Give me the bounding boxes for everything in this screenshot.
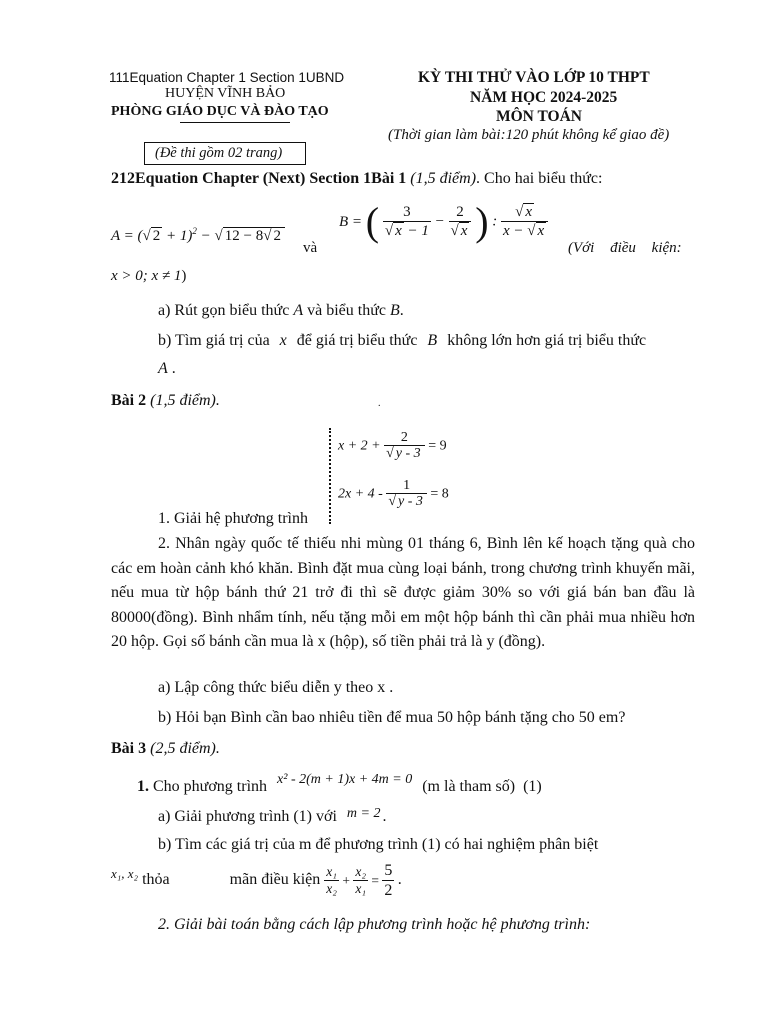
bai2-p2: 2. Nhân ngày quốc tế thiếu nhi mùng 01 tháng 6, Bình lên kế hoạch tặng quà cho các em hoàn cảnh khó khăn. Bình đặt mua cùng loại bánh, trong chương trình khuyến mãi, nếu mua từ hộp bánh thứ 21 trở đi thì sẽ được giảm 30% so với giá bán ban đầu là 80000(đồng). Bình nhẩm tính, nếu tặng mỗi em một hộp bánh thì cần phải mua nhiều hơn 20 hộp. Gọi số bánh cần mua là x (hộp), số tiền phải trả là y (đồng). <box>111 535 695 650</box>
condition-close: ) <box>181 268 187 284</box>
bai1-a <box>158 302 404 320</box>
cond-frac2-num: x₂ <box>355 863 367 879</box>
condition-value: x > 0; x ≠ 1 <box>111 268 182 284</box>
bai3-b: b) Tìm các giá trị của m để phương trình (1) có hai nghiệm phân biệt <box>158 836 599 853</box>
bai1-a-end: . <box>399 302 404 319</box>
header-underline <box>180 122 290 123</box>
eq1-right: = 9 <box>428 438 447 454</box>
system-brace <box>329 428 331 524</box>
bai2-heading <box>111 392 220 410</box>
bai1-a-var-B: B <box>389 302 400 319</box>
eq2-den: y - 3 <box>398 494 423 510</box>
header-right-line3: MÔN TOÁN <box>496 108 582 125</box>
system-eq2: 2x + 4 - $\frac{1}{√ y - 3}$ = 8 <box>338 478 449 510</box>
bai3-b-cond-label: mãn điều kiện <box>229 870 321 888</box>
bai1-a-text: a) Rút gọn biểu thức <box>158 302 290 319</box>
bai2-points: (1,5 điểm). <box>150 392 220 409</box>
bai1-b-text3: không lớn hơn giá trị biểu thức <box>447 332 647 349</box>
eq1-den: y - 3 <box>395 446 421 462</box>
bai3-p1-param: (m là tham số) <box>422 778 516 795</box>
cond-frac2-den: x₁ <box>355 880 367 896</box>
bai1-b-var-A: A <box>158 360 168 377</box>
bai3-points: (2,5 điểm). <box>150 740 220 757</box>
eq2-right: = 8 <box>430 486 449 502</box>
bai3-p1-text: Cho phương trình <box>153 778 268 795</box>
bai1-a-var-A: A <box>293 302 304 319</box>
bai1-b-text1: b) Tìm giá trị của <box>158 332 270 349</box>
bai3-b-cond-expr: $\frac{\text{x₁}}{\text{x₂}}$ + $\frac{\text{x₂}}{\text{x₁}}$ = $\frac{5}{2}$ <box>326 862 393 899</box>
eq2-num: 1 <box>386 478 427 494</box>
header-left-line3: PHÒNG GIÁO DỤC VÀ ĐÀO TẠO <box>111 104 329 119</box>
bai1-b-text2: để giá trị biểu thức <box>296 332 418 349</box>
header-left-line2: HUYỆN VĨNH BẢO <box>165 86 286 101</box>
bai1-b-var-B: B <box>427 332 438 349</box>
bai1-heading <box>111 170 602 188</box>
bai3-b-thoa: thỏa <box>142 870 170 888</box>
bai2-title: Bài 2 <box>111 392 147 409</box>
bai1-b <box>158 332 646 350</box>
header-right-line4: (Thời gian làm bài:120 phút không kể giao đề) <box>388 127 670 143</box>
cond-rhs-num: 5 <box>384 862 393 879</box>
bai3-p1-eq: x² - 2(m + 1)x + 4m = 0 <box>277 772 413 787</box>
cond-frac1-den: x₂ <box>326 880 337 896</box>
system-eq1: x + 2 + $\frac{2}{√ y - 3}$ = 9 <box>338 430 447 462</box>
bai2-b: b) Hỏi bạn Bình cần bao nhiêu tiền để mua 50 hộp bánh tặng cho 50 em? <box>158 709 626 726</box>
header-right-line2: NĂM HỌC 2024-2025 <box>470 89 618 106</box>
eq1-num: 2 <box>384 430 425 446</box>
expr-A: A = (√ 2 + 1)$^2$ − √ 12 − 8√ 2 <box>111 226 285 245</box>
bai3-a <box>158 808 386 826</box>
bai3-p1-num: (1) <box>523 778 542 795</box>
bai2-p1: 1. Giải hệ phương trình <box>158 510 308 527</box>
bai1-intro: . Cho hai biểu thức: <box>476 170 603 187</box>
bai2-a: a) Lập công thức biểu diễn y theo x . <box>158 679 394 696</box>
bai3-b-end: . <box>397 870 402 888</box>
cond-frac1-num: x₁ <box>326 863 337 879</box>
cond-rhs-den: 2 <box>384 881 393 899</box>
bai1-a-and: và biểu thức <box>307 302 386 319</box>
pages-note-box: (Đề thi gồm 02 trang) <box>144 142 306 165</box>
bai2-dot: . <box>378 398 381 409</box>
condition-label: (Với điều kiện: <box>568 240 682 256</box>
bai1-b-end: . <box>171 360 176 377</box>
bai3-b-line2 <box>111 862 402 900</box>
bai3-heading <box>111 740 220 758</box>
bai3-p2: 2. Giải bài toán bằng cách lập phương trình hoặc hệ phương trình: <box>158 916 591 933</box>
bai3-b-vars: x₁, x₂ <box>111 865 139 881</box>
bai1-points: (1,5 điểm) <box>410 170 477 187</box>
bai1-prefix: 212Equation Chapter (Next) Section 1Bài 1 <box>111 170 407 187</box>
bai3-a-eq: m = 2 <box>346 806 381 821</box>
bai1-b-line2 <box>158 360 176 378</box>
header-left-line1: 111Equation Chapter 1 Section 1UBND <box>109 70 345 85</box>
header-right-line1: KỲ THI THỬ VÀO LỚP 10 THPT <box>418 69 650 86</box>
bai3-p1-label: 1. <box>137 778 149 795</box>
bai3-p1 <box>137 772 542 796</box>
bai1-b-var-x: x <box>279 332 287 349</box>
bai3-a-text: a) Giải phương trình (1) với <box>158 808 337 825</box>
expr-A-and: và <box>303 240 318 256</box>
bai3-a-end: . <box>382 808 387 825</box>
expr-B: B = ( $\frac{3}{√ x - 1}$ − $\frac{2}{√ x}$ ) : $\frac{√ x}{x - √ x}$ <box>339 202 548 242</box>
eq2-left: 2x + 4 - <box>338 486 383 502</box>
eq1-left: x + 2 + <box>338 438 381 454</box>
condition-expr <box>111 268 186 285</box>
bai3-title: Bài 3 <box>111 740 147 757</box>
